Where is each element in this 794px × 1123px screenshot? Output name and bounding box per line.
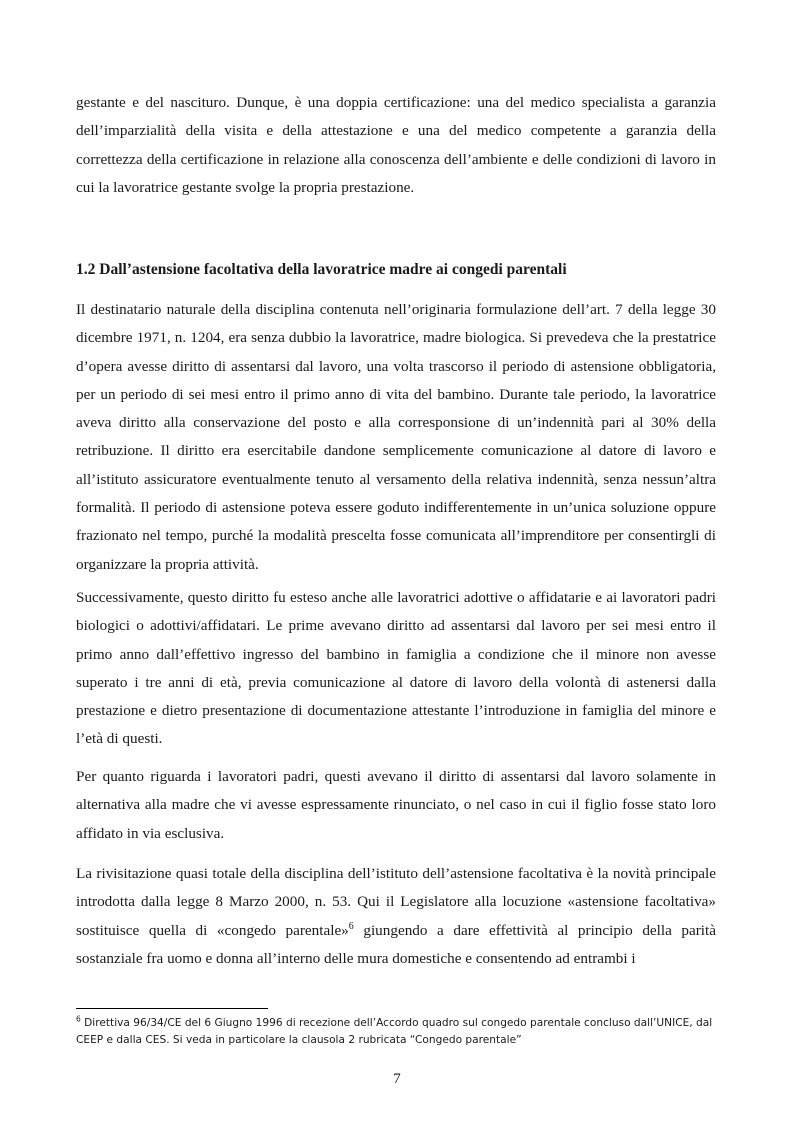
footnote-number: 6	[76, 1014, 81, 1024]
paragraph: Successivamente, questo diritto fu esteso anche alle lavoratrici adottive o affidatarie e ai lavoratori padri biologici o adottivi/affidatari. Le prime avevano diritto ad assentarsi dal lavoro per sei mesi entro il primo anno dall’effettivo ingresso del bambino in famiglia a condizione che il minore non avesse superato i tre anni di età, previa comunicazione al datore di lavoro della volontà di astenersi dalla prestazione e dietro presentazione di documentazione attestante l’introduzione in famiglia del minore e l’età di questi.	[76, 589, 716, 748]
paragraph: Per quanto riguarda i lavoratori padri, questi avevano il diritto di assentarsi dal lavoro solamente in alternativa alla madre che vi avesse espressamente rinunciato, o nel caso in cui il figlio fosse stato loro affidato in via esclusiva.	[76, 768, 716, 842]
paragraph	[76, 860, 716, 973]
paragraph-text: La rivisitazione quasi totale della disciplina dell’istituto dell’astensione facoltativa è la novità principale introdotta dalla legge 8 Marzo 2000, n. 53. Qui il Legislatore alla locuzione «astensione facoltativa» sostituisce quella di «congedo parentale»	[76, 865, 716, 939]
footnote-separator	[76, 1008, 268, 1009]
footnote-text: Direttiva 96/34/CE del 6 Giugno 1996 di recezione dell’Accordo quadro sul congedo parentale concluso dall’UNICE, dal CEEP e dalla CES. Si veda in particolare la clausola 2 rubricata “Congedo parentale”	[76, 1017, 713, 1046]
paragraph-text: giungendo a dare effettività al principio della parità sostanziale fra uomo e donna all’interno delle mura domestiche e consentendo ad entrambi i	[76, 921, 716, 967]
paragraph-continued: gestante e del nascituro. Dunque, è una doppia certificazione: una del medico specialista a garanzia dell’imparzialità della visita e della attestazione e una del medico competente a garanzia della correttezza della certificazione in relazione alla conoscenza dell’ambiente e delle condizioni di lavoro in cui la lavoratrice gestante svolge la propria prestazione.	[76, 94, 716, 196]
paragraph: Il destinatario naturale della disciplina contenuta nell’originaria formulazione dell’art. 7 della legge 30 dicembre 1971, n. 1204, era senza dubbio la lavoratrice, madre biologica. Si prevedeva che la prestatrice d’opera avesse diritto di assentarsi dal lavoro, una volta trascorso il periodo di astensione obbligatoria, per un periodo di sei mesi entro il primo anno di vita del bambino. Durante tale periodo, la lavoratrice aveva diritto alla conservazione del posto e alla corresponsione di un’indennità pari al 30% della retribuzione. Il diritto era esercitabile dandone semplicemente comunicazione al datore di lavoro e all’istituto assicuratore eventualmente tenuto al versamento della relativa indennità, senza nessun’altra formalità. Il periodo di astensione poteva essere goduto indifferentemente in un’unica soluzione oppure frazionato nel tempo, purché la modalità prescelta fosse comunicata all’imprenditore per consentirgli di organizzare la propria attività.	[76, 301, 716, 573]
footnote-reference[interactable]: 6	[348, 920, 354, 932]
section-heading: 1.2 Dall’astensione facoltativa della lavoratrice madre ai congedi parentali	[76, 261, 567, 278]
footnote	[76, 1015, 716, 1049]
page-number: 7	[393, 1071, 401, 1087]
